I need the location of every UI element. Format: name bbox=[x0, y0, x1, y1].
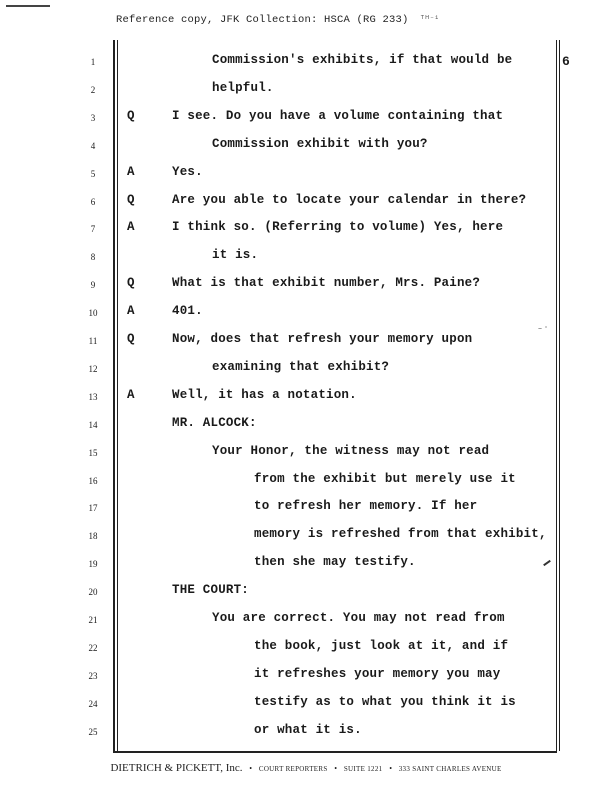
transcript-line bbox=[0, 499, 612, 519]
line-text: MR. ALCOCK: bbox=[172, 415, 257, 430]
line-number: 20 bbox=[88, 587, 98, 598]
page-number: 6 bbox=[562, 54, 570, 69]
line-number: 16 bbox=[88, 475, 98, 486]
line-number: 8 bbox=[90, 252, 96, 263]
line-text: Now, does that refresh your memory upon bbox=[172, 332, 473, 346]
line-text: it is. bbox=[212, 248, 259, 263]
line-number: 22 bbox=[88, 642, 98, 653]
scan-artifact bbox=[6, 5, 50, 7]
speaker-label: Q bbox=[127, 192, 135, 207]
line-text: 401. bbox=[172, 304, 203, 319]
line-text: Commission's exhibits, if that would be bbox=[212, 53, 513, 67]
transcript-line bbox=[0, 53, 612, 73]
line-number: 25 bbox=[88, 726, 98, 737]
transcript-line bbox=[0, 220, 612, 240]
transcript-line bbox=[0, 165, 612, 185]
line-text: memory is refreshed from that exhibit, bbox=[254, 527, 547, 542]
transcript-line bbox=[0, 695, 612, 715]
transcript-line bbox=[0, 248, 612, 268]
speaker-label: A bbox=[127, 164, 135, 179]
line-number: 5 bbox=[90, 168, 96, 179]
scan-speck: ⁻˙ bbox=[537, 327, 550, 338]
footer-role: COURT REPORTERS bbox=[258, 765, 328, 773]
transcript-line bbox=[0, 667, 612, 687]
line-text: it refreshes your memory you may bbox=[254, 666, 501, 681]
line-number: 3 bbox=[90, 112, 96, 123]
speaker-label: Q bbox=[127, 108, 135, 123]
line-number: 13 bbox=[88, 391, 98, 402]
court-reporter-footer bbox=[0, 762, 612, 774]
transcript-line bbox=[0, 360, 612, 380]
footer-separator: • bbox=[389, 764, 392, 773]
line-text: I see. Do you have a volume containing that bbox=[172, 108, 504, 123]
speaker-label: A bbox=[127, 387, 135, 402]
line-text: You are correct. You may not read from bbox=[212, 611, 505, 625]
line-number: 7 bbox=[90, 224, 96, 235]
line-number: 4 bbox=[90, 140, 96, 151]
line-number: 1 bbox=[90, 57, 96, 67]
line-text: testify as to what you think it is bbox=[254, 694, 516, 709]
transcript-line bbox=[0, 304, 612, 324]
line-text: or what it is. bbox=[254, 722, 362, 737]
footer-firm: DIETRICH & PICKETT, Inc. bbox=[110, 762, 243, 774]
speaker-label: A bbox=[127, 220, 135, 235]
line-text: Are you able to locate your calendar in there? bbox=[172, 192, 527, 207]
line-number: 15 bbox=[88, 447, 98, 458]
line-text: then she may testify. bbox=[254, 555, 416, 570]
handwritten-mark: ᵀᴴ⁻¹ bbox=[420, 15, 440, 24]
line-number: 11 bbox=[88, 336, 98, 346]
transcript-line bbox=[0, 276, 612, 296]
speaker-label: A bbox=[127, 304, 135, 319]
line-text: Your Honor, the witness may not read bbox=[212, 443, 490, 458]
line-text: Commission exhibit with you? bbox=[212, 136, 428, 151]
line-number: 2 bbox=[90, 84, 96, 95]
archive-reference-stamp: Reference copy, JFK Collection: HSCA (RG 233) bbox=[116, 14, 409, 26]
transcript-line bbox=[0, 444, 612, 464]
line-text: helpful. bbox=[212, 80, 274, 95]
transcript-line bbox=[0, 193, 612, 213]
transcript-line bbox=[0, 472, 612, 492]
line-number: 23 bbox=[88, 670, 98, 681]
transcript-line bbox=[0, 81, 612, 101]
transcript-line bbox=[0, 388, 612, 408]
line-text: I think so. (Referring to volume) Yes, here bbox=[172, 220, 504, 235]
line-text: Well, it has a notation. bbox=[172, 387, 357, 402]
transcript-line bbox=[0, 332, 612, 352]
transcript-line bbox=[0, 109, 612, 129]
line-text: What is that exhibit number, Mrs. Paine? bbox=[172, 276, 481, 291]
line-number: 19 bbox=[88, 559, 98, 570]
line-text: Yes. bbox=[172, 164, 203, 179]
footer-separator: • bbox=[334, 764, 338, 773]
transcript-line bbox=[0, 723, 612, 743]
speaker-label: Q bbox=[127, 276, 135, 291]
line-number: 21 bbox=[88, 615, 98, 625]
line-text: THE COURT: bbox=[172, 583, 250, 598]
transcript-line bbox=[0, 137, 612, 157]
footer-suite: SUITE 1221 bbox=[343, 765, 383, 773]
transcript-line bbox=[0, 583, 612, 603]
transcript-line bbox=[0, 416, 612, 436]
line-text: from the exhibit but merely use it bbox=[254, 471, 516, 486]
transcript-line bbox=[0, 527, 612, 547]
line-text: examining that exhibit? bbox=[212, 359, 390, 374]
line-number: 18 bbox=[88, 531, 98, 542]
line-number: 24 bbox=[88, 698, 98, 709]
transcript-line bbox=[0, 611, 612, 631]
line-text: the book, just look at it, and if bbox=[254, 638, 509, 653]
line-number: 9 bbox=[90, 280, 96, 291]
transcript-line bbox=[0, 555, 612, 575]
transcript-line bbox=[0, 639, 612, 659]
line-number: 6 bbox=[90, 196, 96, 207]
line-number: 14 bbox=[88, 419, 98, 430]
footer-separator: • bbox=[249, 764, 253, 773]
line-text: to refresh her memory. If her bbox=[254, 499, 478, 514]
line-number: 10 bbox=[88, 308, 98, 319]
line-number: 12 bbox=[88, 363, 98, 374]
footer-address: 333 SAINT CHARLES AVENUE bbox=[398, 765, 502, 773]
line-number: 17 bbox=[88, 503, 98, 514]
speaker-label: Q bbox=[127, 332, 135, 346]
